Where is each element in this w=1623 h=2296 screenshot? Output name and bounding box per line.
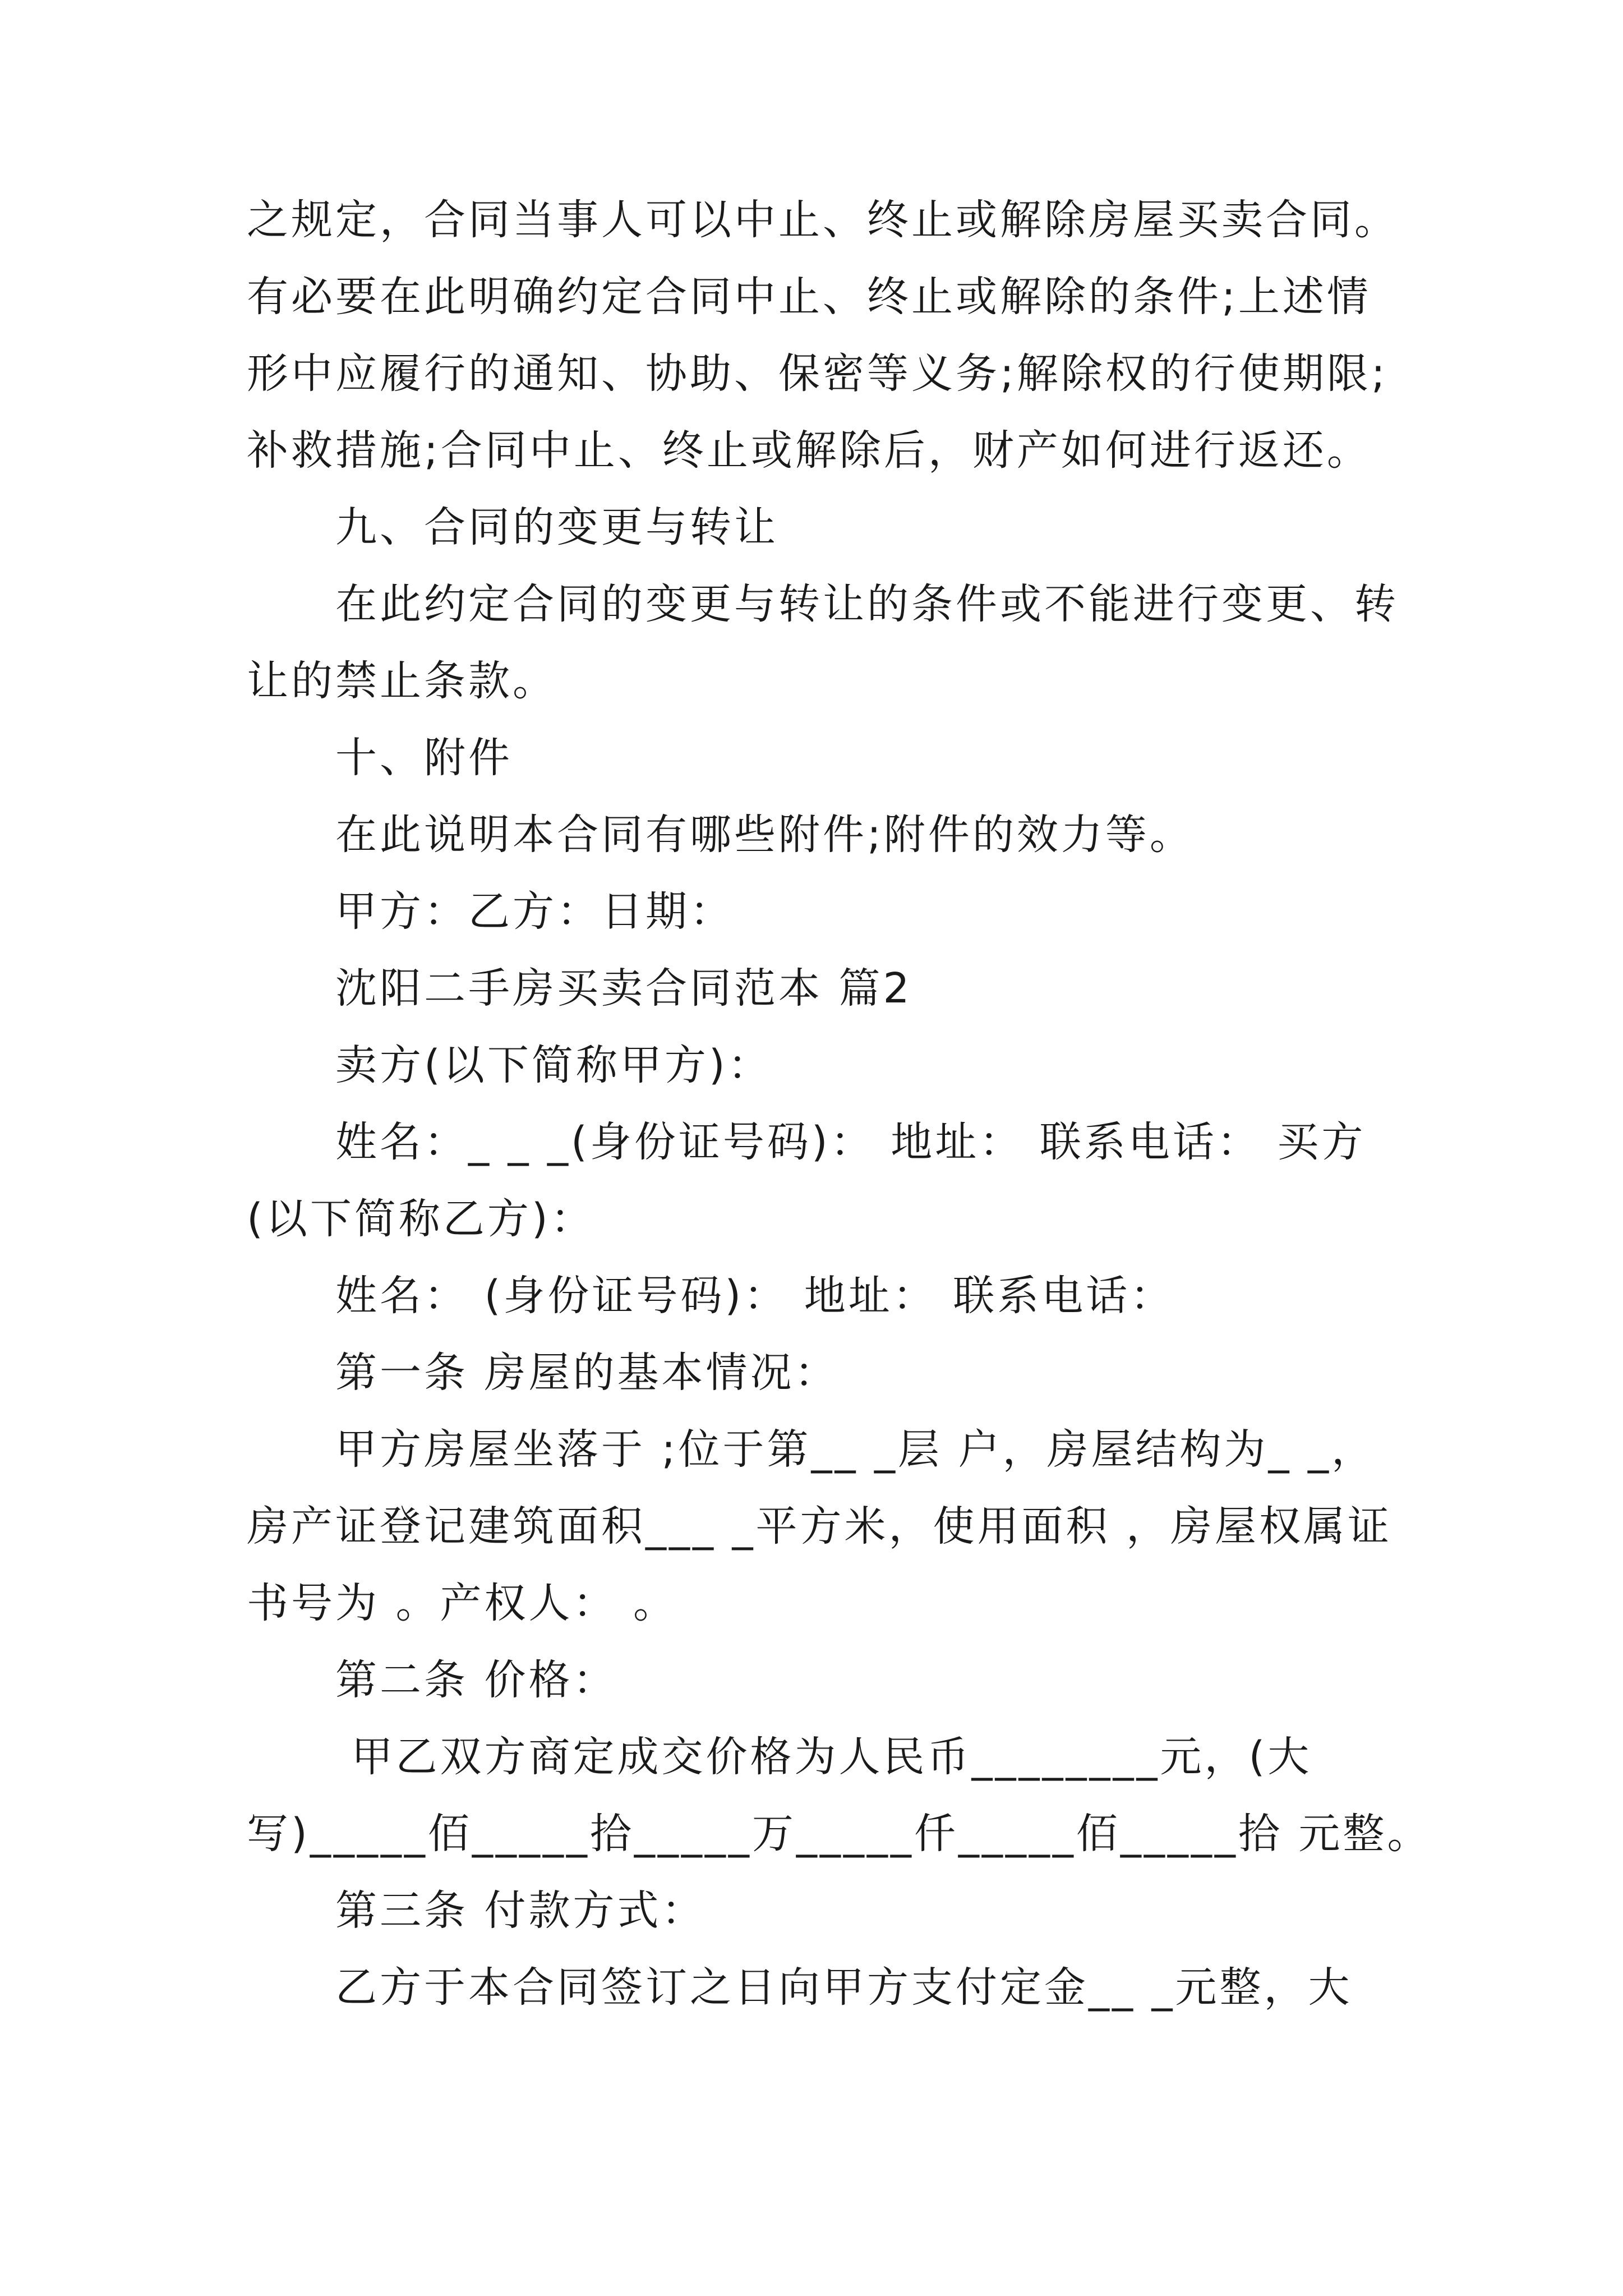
text-line: 补救措施;合同中止、终止或解除后，财产如何进行返还。 [247,426,1371,475]
document-title: 沈阳二手房买卖合同范本 篇2 [335,964,912,1013]
text-line: 甲方房屋坐落于 ;位于第__ _层 户，房屋结构为_ _， [335,1425,1376,1474]
text-line: (以下简称乙方)： [247,1195,595,1243]
text-line: 让的禁止条款。 [247,657,557,705]
text-line: 姓名：_ _ _(身份证号码)： 地址： 联系电话： 买方 [335,1118,1366,1166]
section-heading: 十、附件 [335,734,513,782]
article-heading: 第一条 房屋的基本情况： [335,1349,839,1397]
text-line: 形中应履行的通知、协助、保密等义务;解除权的行使期限; [247,349,1388,398]
text-line: 甲乙双方商定成交价格为人民币________元，(大 [335,1733,1312,1781]
text-line: 在此说明本合同有哪些附件;附件的效力等。 [335,811,1194,859]
text-line: 在此约定合同的变更与转让的条件或不能进行变更、转 [335,580,1399,628]
text-line: 之规定，合同当事人可以中止、终止或解除房屋买卖合同。 [247,196,1399,244]
text-line: 姓名： (身份证号码)： 地址： 联系电话： [335,1272,1175,1320]
text-line: 写)_____佰_____拾_____万_____仟_____佰_____拾 元整。 [247,1810,1432,1858]
text-line: 卖方(以下简称甲方)： [335,1041,772,1089]
article-heading: 第二条 价格： [335,1656,617,1704]
section-heading: 九、合同的变更与转让 [335,503,778,551]
signature-line: 甲方：乙方：日期： [335,887,734,936]
article-heading: 第三条 付款方式： [335,1887,706,1935]
text-line: 乙方于本合同签订之日向甲方支付定金__ _元整，大 [335,1963,1353,2012]
text-line: 有必要在此明确约定合同中止、终止或解除的条件;上述情 [247,273,1371,321]
text-line: 房产证登记建筑面积___ _平方米，使用面积 ，房屋权属证 [247,1502,1393,1550]
text-line: 书号为 。产权人： 。 [247,1579,678,1627]
